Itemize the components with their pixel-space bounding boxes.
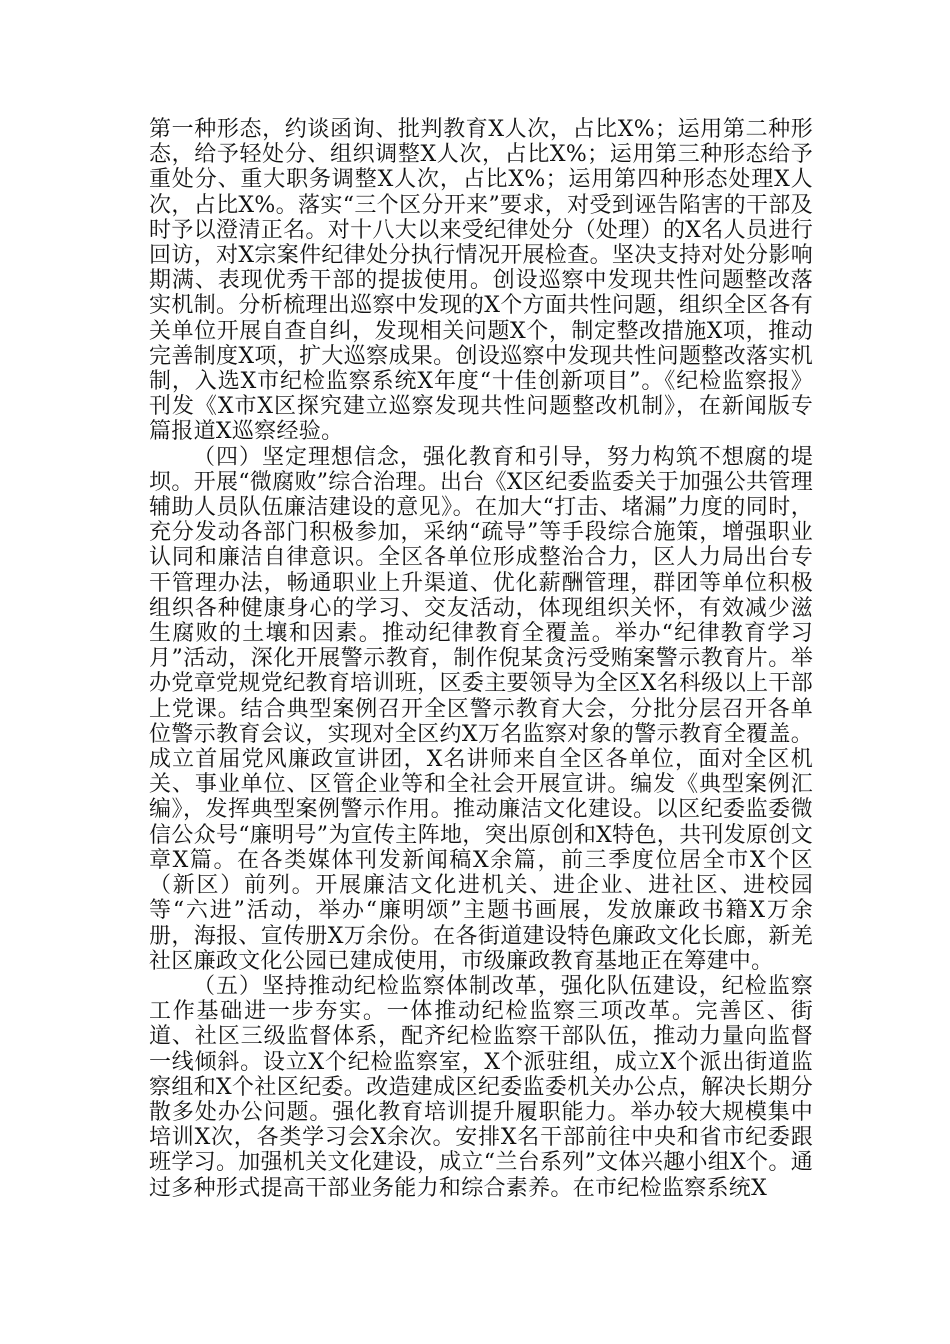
paragraph-section-four: （四）坚定理想信念，强化教育和引导，努力构筑不想腐的堤坝。开展“微腐败”综合治理。出台《X区纪委监委关于加强公共管理辅助人员队伍廉洁建设的意见》。在加大“打击、堵漏”力度的同时，充分发动各部门积极参加，采纳“疏导”等手段综合施策，增强职业认同和廉洁自律意识。全区各单位形成整治合力，区人力局出台专干管理办法，畅通职业上升渠道、优化薪酬管理，群团等单位积极组织各种健康身心的学习、交友活动，体现组织关怀，有效减少滋生腐败的土壤和因素。推动纪律教育全覆盖。举办“纪律教育学习月”活动，深化开展警示教育，制作倪某贪污受贿案警示教育片。举办党章党规党纪教育培训班，区委主要领导为全区X名科级以上干部上党课。结合典型案例召开全区警示教育大会，分批分层召开各单位警示教育会议，实现对全区约X万名监察对象的警示教育全覆盖。成立首届党风廉政宣讲团，X名讲师来自全区各单位，面对全区机关、事业单位、区管企业等和全社会开展宣讲。编发《典型案例汇编》，发挥典型案例警示作用。推动廉洁文化建设。以区纪委监委微信公众号“廉明号”为宣传主阵地，突出原创和X特色，共刊发原创文章X篇。在各类媒体刊发新闻稿X余篇，前三季度位居全市X个区（新区）前列。开展廉洁文化进机关、进企业、进社区、进校园等“六进”活动，举办“廉明颂”主题书画展，发放廉政书籍X万余册，海报、宣传册X万余份。在各街道建设特色廉政文化长廊，新羌社区廉政文化公园已建成使用，市级廉政教育基地正在筹建中。 [149,444,813,974]
paragraph-section-five: （五）坚持推动纪检监察体制改革，强化队伍建设，纪检监察工作基础进一步夯实。一体推动纪检监察三项改革。完善区、街道、社区三级监督体系，配齐纪检监察干部队伍，推动力量向监督一线倾斜。设立X个纪检监察室，X个派驻组，成立X个派出街道监察组和X个社区纪委。改造建成区纪委监委机关办公点，解决长期分散多处办公问题。强化教育培训提升履职能力。举办较大规模集中培训X次，各类学习会X余次。安排X名干部前往中央和省市纪委跟班学习。加强机关文化建设，成立“兰台系列”文体兴趣小组X个。通过多种形式提高干部业务能力和综合素养。在市纪检监察系统X [149,973,813,1201]
document-body [149,117,813,1201]
paragraph-discipline-forms: 第一种形态，约谈函询、批判教育X人次，占比X%；运用第二种形态，给予轻处分、组织调整X人次，占比X%；运用第三种形态给予重处分、重大职务调整X人次，占比X%；运用第四种形态处理X人次，占比X%。落实“三个区分开来”要求，对受到诬告陷害的干部及时予以澄清正名。对十八大以来受纪律处分（处理）的X名人员进行回访，对X宗案件纪律处分执行情况开展检查。坚决支持对处分影响期满、表现优秀干部的提拔使用。创设巡察中发现共性问题整改落实机制。分析梳理出巡察中发现的X个方面共性问题，组织全区各有关单位开展自查自纠，发现相关问题X个，制定整改措施X项，推动完善制度X项，扩大巡察成果。创设巡察中发现共性问题整改落实机制，入选X市纪检监察系统X年度“十佳创新项目”。《纪检监察报》刊发《X市X区探究建立巡察发现共性问题整改机制》，在新闻版专篇报道X巡察经验。 [149,117,813,445]
